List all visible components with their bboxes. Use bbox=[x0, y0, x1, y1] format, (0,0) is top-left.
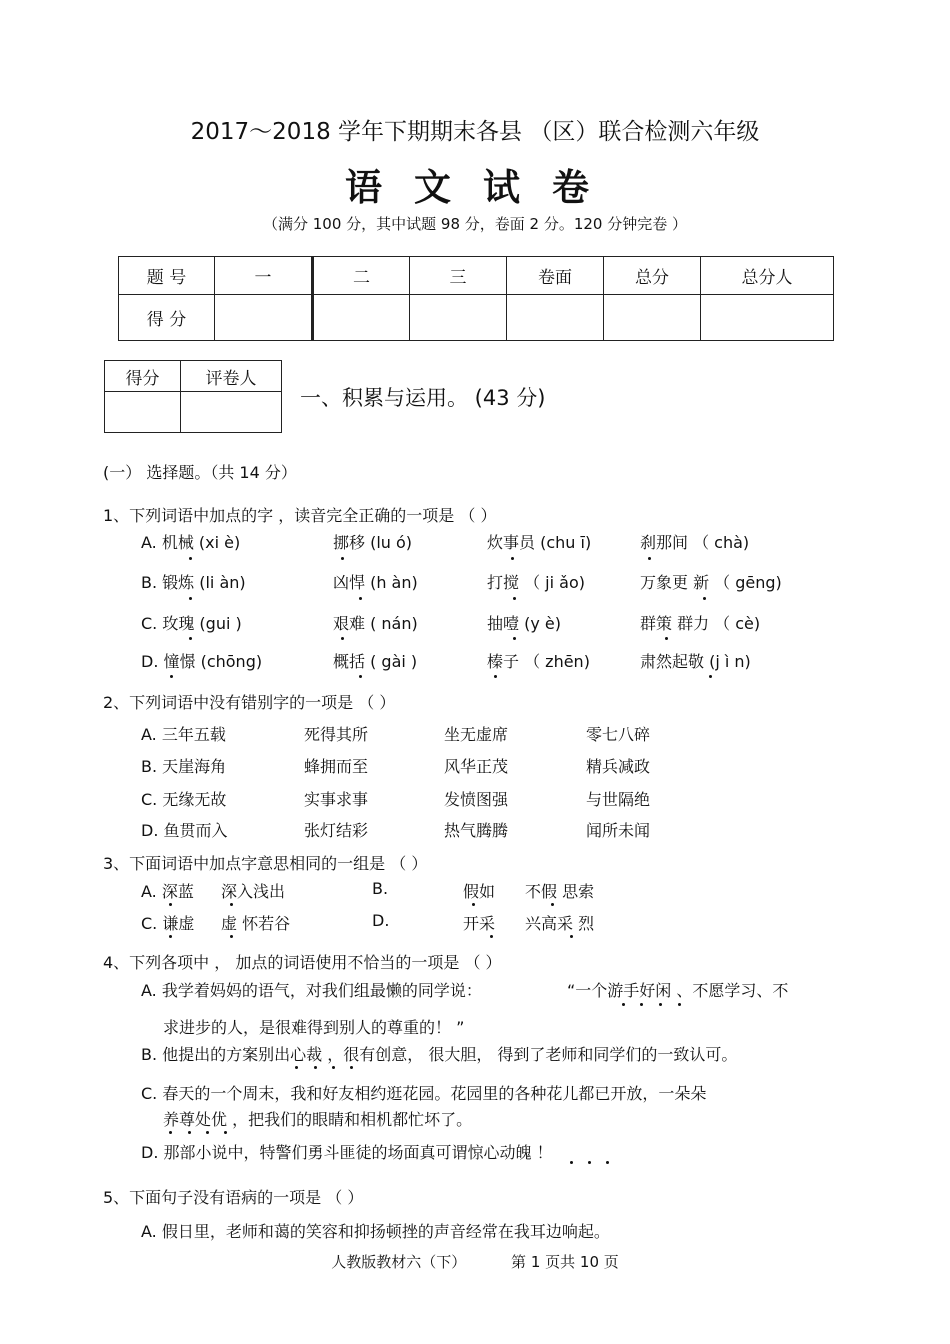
q3-option-cell: 假如 bbox=[463, 882, 496, 901]
q2-option-cell: 实事求事 bbox=[304, 790, 369, 809]
score-table bbox=[118, 256, 834, 341]
emphasis-dot bbox=[332, 1066, 335, 1069]
emphasis-dot bbox=[494, 675, 497, 678]
emphasis-dot bbox=[513, 597, 516, 600]
emphasis-dot bbox=[314, 1066, 317, 1069]
q2-option-cell: 精兵减政 bbox=[586, 757, 651, 776]
emphasis-dot bbox=[513, 637, 516, 640]
q1-option-cell: 挪移 (lu ó) bbox=[333, 533, 413, 552]
score-header-cell: 题 号 bbox=[119, 257, 215, 295]
question-4-stem: 4、下列各项中 ， 加点的词语使用不恰当的一项是 （ ） bbox=[103, 953, 502, 972]
q5-option-a: A. 假日里，老师和蔼的笑容和抑扬顿挫的声音经常在我耳边响起。 bbox=[141, 1222, 610, 1241]
emphasis-dot bbox=[224, 1131, 227, 1134]
section-heading: 一、积累与运用。 (43 分) bbox=[300, 386, 546, 410]
score-cell bbox=[701, 295, 834, 341]
emphasis-dot bbox=[170, 675, 173, 678]
q2-option-cell: C. 无缘无故 bbox=[141, 790, 227, 809]
score-header-cell: 二 bbox=[313, 257, 410, 295]
footer-book: 人教版教材六（下） bbox=[331, 1253, 467, 1271]
q2-option-cell: 张灯结彩 bbox=[304, 821, 369, 840]
grader-name-label: 评卷人 bbox=[181, 361, 282, 392]
emphasis-dot bbox=[350, 1066, 353, 1069]
q3-option-cell: 开采 bbox=[463, 914, 496, 933]
q1-option-cell: 万象更 新 （ gēng) bbox=[640, 573, 782, 592]
q3-option-cell: B. bbox=[372, 879, 389, 898]
q1-option-cell: 抽噎 (y è) bbox=[487, 614, 561, 633]
question-3-stem: 3、下面词语中加点字意思相同的一组是 （ ） bbox=[103, 854, 428, 873]
grader-score-cell bbox=[105, 392, 181, 433]
emphasis-dot bbox=[665, 637, 668, 640]
q4-option-a-line1: A. 我学着妈妈的语气，对我们组最懒的同学说： bbox=[141, 981, 482, 1000]
q3-option-cell: 兴高采 烈 bbox=[525, 914, 595, 933]
q1-option-cell: 打搅 （ ji ǎo) bbox=[487, 573, 585, 592]
q2-option-cell: 热气腾腾 bbox=[444, 821, 509, 840]
score-cell bbox=[313, 295, 410, 341]
score-header-cell: 总分 bbox=[604, 257, 701, 295]
q4-option-a-quote: “一个游手好闲 、不愿学习、不 bbox=[567, 981, 789, 1000]
emphasis-dot bbox=[189, 557, 192, 560]
exam-info: （满分 100 分，其中试题 98 分，卷面 2 分。120 分钟完卷 ） bbox=[262, 215, 688, 233]
q2-option-cell: 与世隔绝 bbox=[586, 790, 651, 809]
emphasis-dot bbox=[490, 935, 493, 938]
q4-option-c-line2: 养尊处优 ，把我们的眼睛和相机都忙坏了。 bbox=[163, 1110, 473, 1129]
emphasis-dot bbox=[570, 1161, 573, 1164]
emphasis-dot bbox=[230, 903, 233, 906]
emphasis-dot bbox=[606, 1161, 609, 1164]
question-5-stem: 5、下面句子没有语病的一项是 （ ） bbox=[103, 1188, 364, 1207]
exam-header-line1: 2017～2018 学年下期期末各县 （区）联合检测六年级 bbox=[190, 119, 760, 145]
emphasis-dot bbox=[189, 597, 192, 600]
emphasis-dot bbox=[189, 637, 192, 640]
score-header-cell: 一 bbox=[215, 257, 313, 295]
q3-option-cell: 虚 怀若谷 bbox=[221, 914, 291, 933]
score-cell bbox=[507, 295, 604, 341]
q1-option-cell: 艰难 ( nán) bbox=[333, 614, 418, 633]
emphasis-dot bbox=[359, 675, 362, 678]
emphasis-dot bbox=[678, 1003, 681, 1006]
q4-option-c-line1: C. 春天的一个周末，我和好友相约逛花园。花园里的各种花儿都已开放，一朵朵 bbox=[141, 1084, 707, 1103]
q1-option-cell: B. 锻炼 (li àn) bbox=[141, 573, 246, 592]
q1-option-cell: 概括 ( gài ) bbox=[333, 652, 418, 671]
score-cell bbox=[604, 295, 701, 341]
emphasis-dot bbox=[359, 597, 362, 600]
emphasis-dot bbox=[709, 675, 712, 678]
q2-option-cell: A. 三年五载 bbox=[141, 725, 226, 744]
q2-option-cell: 蜂拥而至 bbox=[304, 757, 369, 776]
score-header-cell: 卷面 bbox=[507, 257, 604, 295]
emphasis-dot bbox=[570, 935, 573, 938]
emphasis-dot bbox=[640, 1003, 643, 1006]
score-cell bbox=[215, 295, 313, 341]
q1-option-cell: C. 玫瑰 (gui ) bbox=[141, 614, 242, 633]
emphasis-dot bbox=[551, 903, 554, 906]
score-row-label: 得 分 bbox=[119, 295, 215, 341]
q1-option-cell: 刹那间 （ chà) bbox=[640, 533, 750, 552]
score-cell bbox=[410, 295, 507, 341]
q2-option-cell: B. 天崖海角 bbox=[141, 757, 227, 776]
q2-option-cell: 坐无虚席 bbox=[444, 725, 509, 744]
emphasis-dot bbox=[188, 1131, 191, 1134]
score-header-cell: 三 bbox=[410, 257, 507, 295]
emphasis-dot bbox=[341, 557, 344, 560]
emphasis-dot bbox=[511, 557, 514, 560]
emphasis-dot bbox=[659, 1003, 662, 1006]
q1-option-cell: D. 憧憬 (chōng) bbox=[141, 652, 263, 671]
q3-option-cell: 深入浅出 bbox=[221, 882, 286, 901]
emphasis-dot bbox=[169, 1131, 172, 1134]
q4-option-a-line2: 求进步的人，是很难得到别人的尊重的！ ” bbox=[163, 1018, 465, 1037]
emphasis-dot bbox=[169, 903, 172, 906]
emphasis-dot bbox=[622, 1003, 625, 1006]
exam-title: 语文试卷 bbox=[345, 165, 621, 209]
grader-name-cell bbox=[181, 392, 282, 433]
emphasis-dot bbox=[295, 1066, 298, 1069]
footer-page-number: 第 1 页共 10 页 bbox=[511, 1253, 619, 1271]
q1-option-cell: 肃然起敬 (j ì n) bbox=[640, 652, 751, 671]
q2-option-cell: 死得其所 bbox=[304, 725, 369, 744]
emphasis-dot bbox=[588, 1161, 591, 1164]
q3-option-cell: D. bbox=[372, 911, 390, 930]
score-header-cell: 总分人 bbox=[701, 257, 834, 295]
q3-option-cell: A. 深蓝 bbox=[141, 882, 194, 901]
page-footer bbox=[0, 1251, 950, 1272]
q4-option-b: B. 他提出的方案别出心裁 ，很有创意， 很大胆， 得到了老师和同学们的一致认可。 bbox=[141, 1045, 738, 1064]
q1-option-cell: 群策 群力 （ cè) bbox=[640, 614, 761, 633]
question-2-stem: 2、下列词语中没有错别字的一项是 （ ） bbox=[103, 693, 396, 712]
emphasis-dot bbox=[341, 637, 344, 640]
q2-option-cell: 闻所未闻 bbox=[586, 821, 651, 840]
emphasis-dot bbox=[472, 903, 475, 906]
question-1-stem: 1、下列词语中加点的字 ，读音完全正确的一项是 （ ） bbox=[103, 506, 497, 525]
q1-option-cell: 榛子 （ zhēn) bbox=[487, 652, 590, 671]
q2-option-cell: 发愤图强 bbox=[444, 790, 509, 809]
grader-score-label: 得分 bbox=[105, 361, 181, 392]
emphasis-dot bbox=[230, 935, 233, 938]
subsection-heading: (一） 选择题。（共 14 分） bbox=[103, 463, 297, 482]
q2-option-cell: 零七八碎 bbox=[586, 725, 651, 744]
emphasis-dot bbox=[648, 557, 651, 560]
q3-option-cell: 不假 思索 bbox=[525, 882, 595, 901]
q1-option-cell: A. 机械 (xi è) bbox=[141, 533, 241, 552]
q2-option-cell: 风华正茂 bbox=[444, 757, 509, 776]
q4-option-d: D. 那部小说中，特警们勇斗匪徒的场面真可谓惊心动魄 ！ bbox=[141, 1143, 553, 1162]
emphasis-dot bbox=[206, 1131, 209, 1134]
q3-option-cell: C. 谦虚 bbox=[141, 914, 195, 933]
q2-option-cell: D. 鱼贯而入 bbox=[141, 821, 228, 840]
emphasis-dot bbox=[703, 597, 706, 600]
grader-table bbox=[104, 360, 282, 433]
emphasis-dot bbox=[169, 935, 172, 938]
q1-option-cell: 凶悍 (h àn) bbox=[333, 573, 418, 592]
q1-option-cell: 炊事员 (chu ī) bbox=[487, 533, 592, 552]
